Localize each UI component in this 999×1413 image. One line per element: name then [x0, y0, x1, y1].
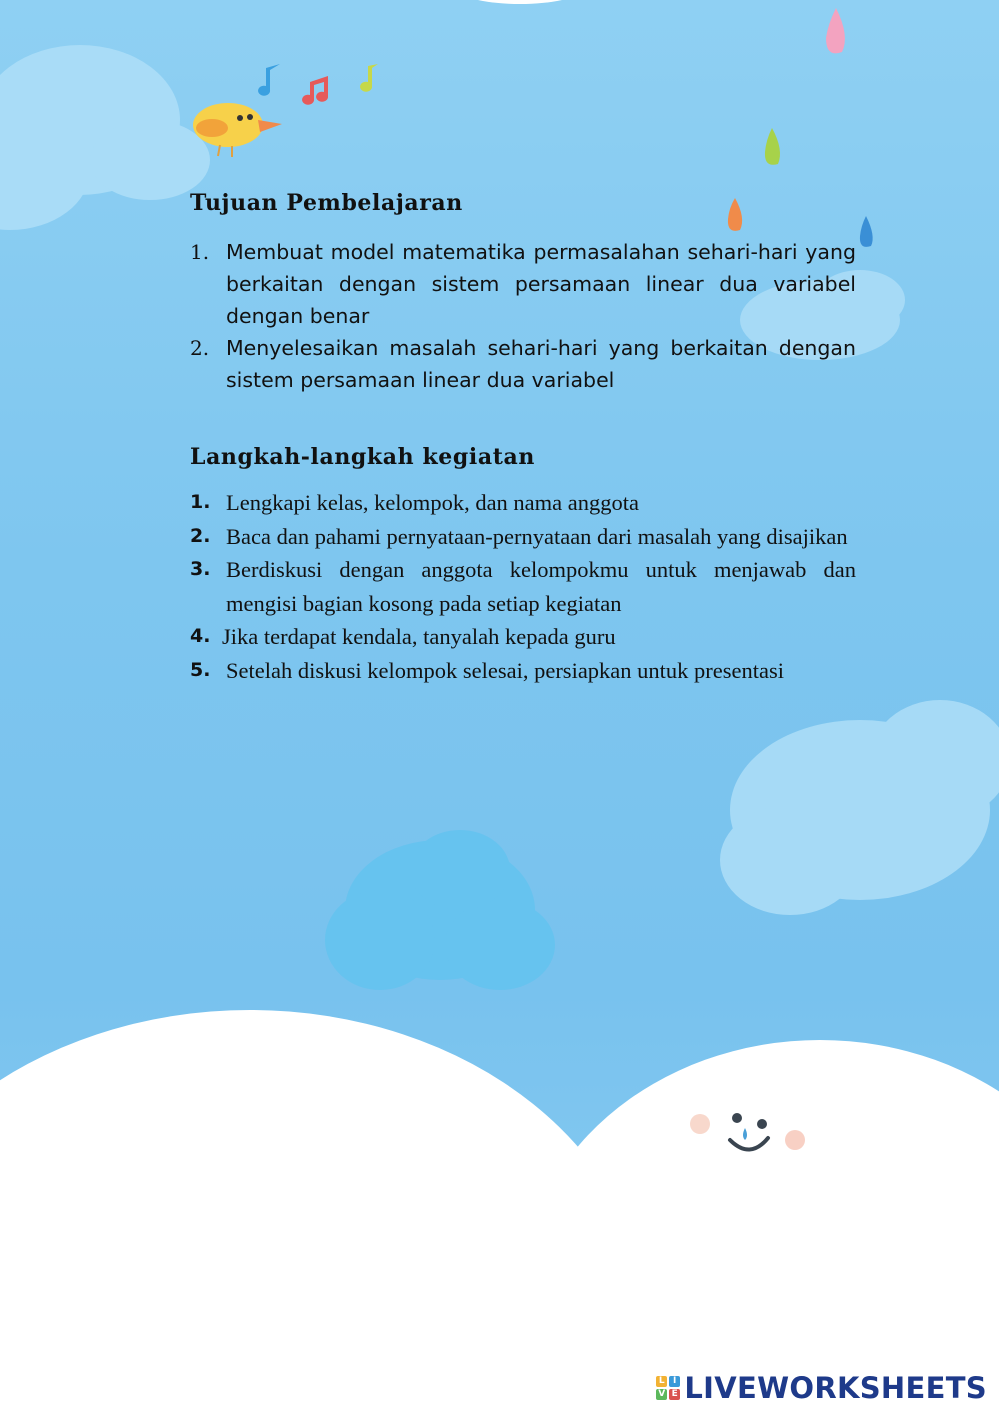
- brand-name: LIVEWORKSHEETS: [684, 1371, 987, 1405]
- step-number: 5.: [190, 658, 211, 681]
- step-text: Baca dan pahami pernyataan-pernyataan dari masalah yang disajikan: [226, 523, 848, 549]
- liveworksheets-brand[interactable]: [656, 1371, 987, 1405]
- liveworksheets-logo-icon: [656, 1376, 680, 1400]
- background-cloud-mid-right: [720, 700, 999, 915]
- logo-letter: V: [658, 1389, 666, 1399]
- step-text: Berdiskusi dengan anggota kelompokmu untuk menjawab dan mengisi bagian kosong pada setiap kegiatan: [226, 557, 856, 616]
- objective-item: [190, 332, 856, 396]
- step-number: 3.: [190, 558, 211, 580]
- step-text: Jika terdapat kendala, tanyalah kepada guru: [222, 624, 616, 649]
- background-cloud-top-left: [0, 45, 210, 230]
- music-note-icon: [258, 64, 378, 105]
- objective-text: Menyelesaikan masalah sehari-hari yang berkaitan dengan sistem persamaan linear dua variabel: [226, 336, 856, 392]
- objective-number: 1.: [190, 240, 210, 264]
- top-cloud-edge: [460, 0, 580, 4]
- steps-list: [190, 486, 856, 687]
- step-item: [190, 486, 856, 520]
- bottom-white-clouds: [0, 1010, 999, 1413]
- step-text: Setelah diskusi kelompok selesai, persiapkan untuk presentasi: [226, 657, 785, 683]
- step-item: [190, 520, 856, 554]
- logo-letter: I: [669, 1376, 680, 1387]
- step-item: [190, 654, 856, 688]
- steps-heading: Langkah-langkah kegiatan: [190, 444, 535, 470]
- step-number: 1.: [190, 491, 211, 513]
- step-item: [190, 620, 856, 654]
- objective-number: 2.: [190, 336, 210, 360]
- objectives-list: [190, 236, 856, 396]
- objectives-heading: Tujuan Pembelajaran: [190, 190, 463, 216]
- step-text: Lengkapi kelas, kelompok, dan nama anggota: [226, 490, 639, 515]
- logo-letter: L: [656, 1376, 667, 1387]
- step-number: 4.: [190, 625, 211, 647]
- background-cloud-center: [325, 830, 555, 990]
- objective-item: [190, 236, 856, 332]
- step-item: [190, 553, 856, 620]
- step-number: 2.: [190, 524, 211, 547]
- logo-letter: E: [669, 1389, 680, 1400]
- worksheet-content: [190, 190, 856, 687]
- objective-text: Membuat model matematika permasalahan sehari-hari yang berkaitan dengan sistem persamaan linear dua variabel dengan benar: [226, 240, 856, 328]
